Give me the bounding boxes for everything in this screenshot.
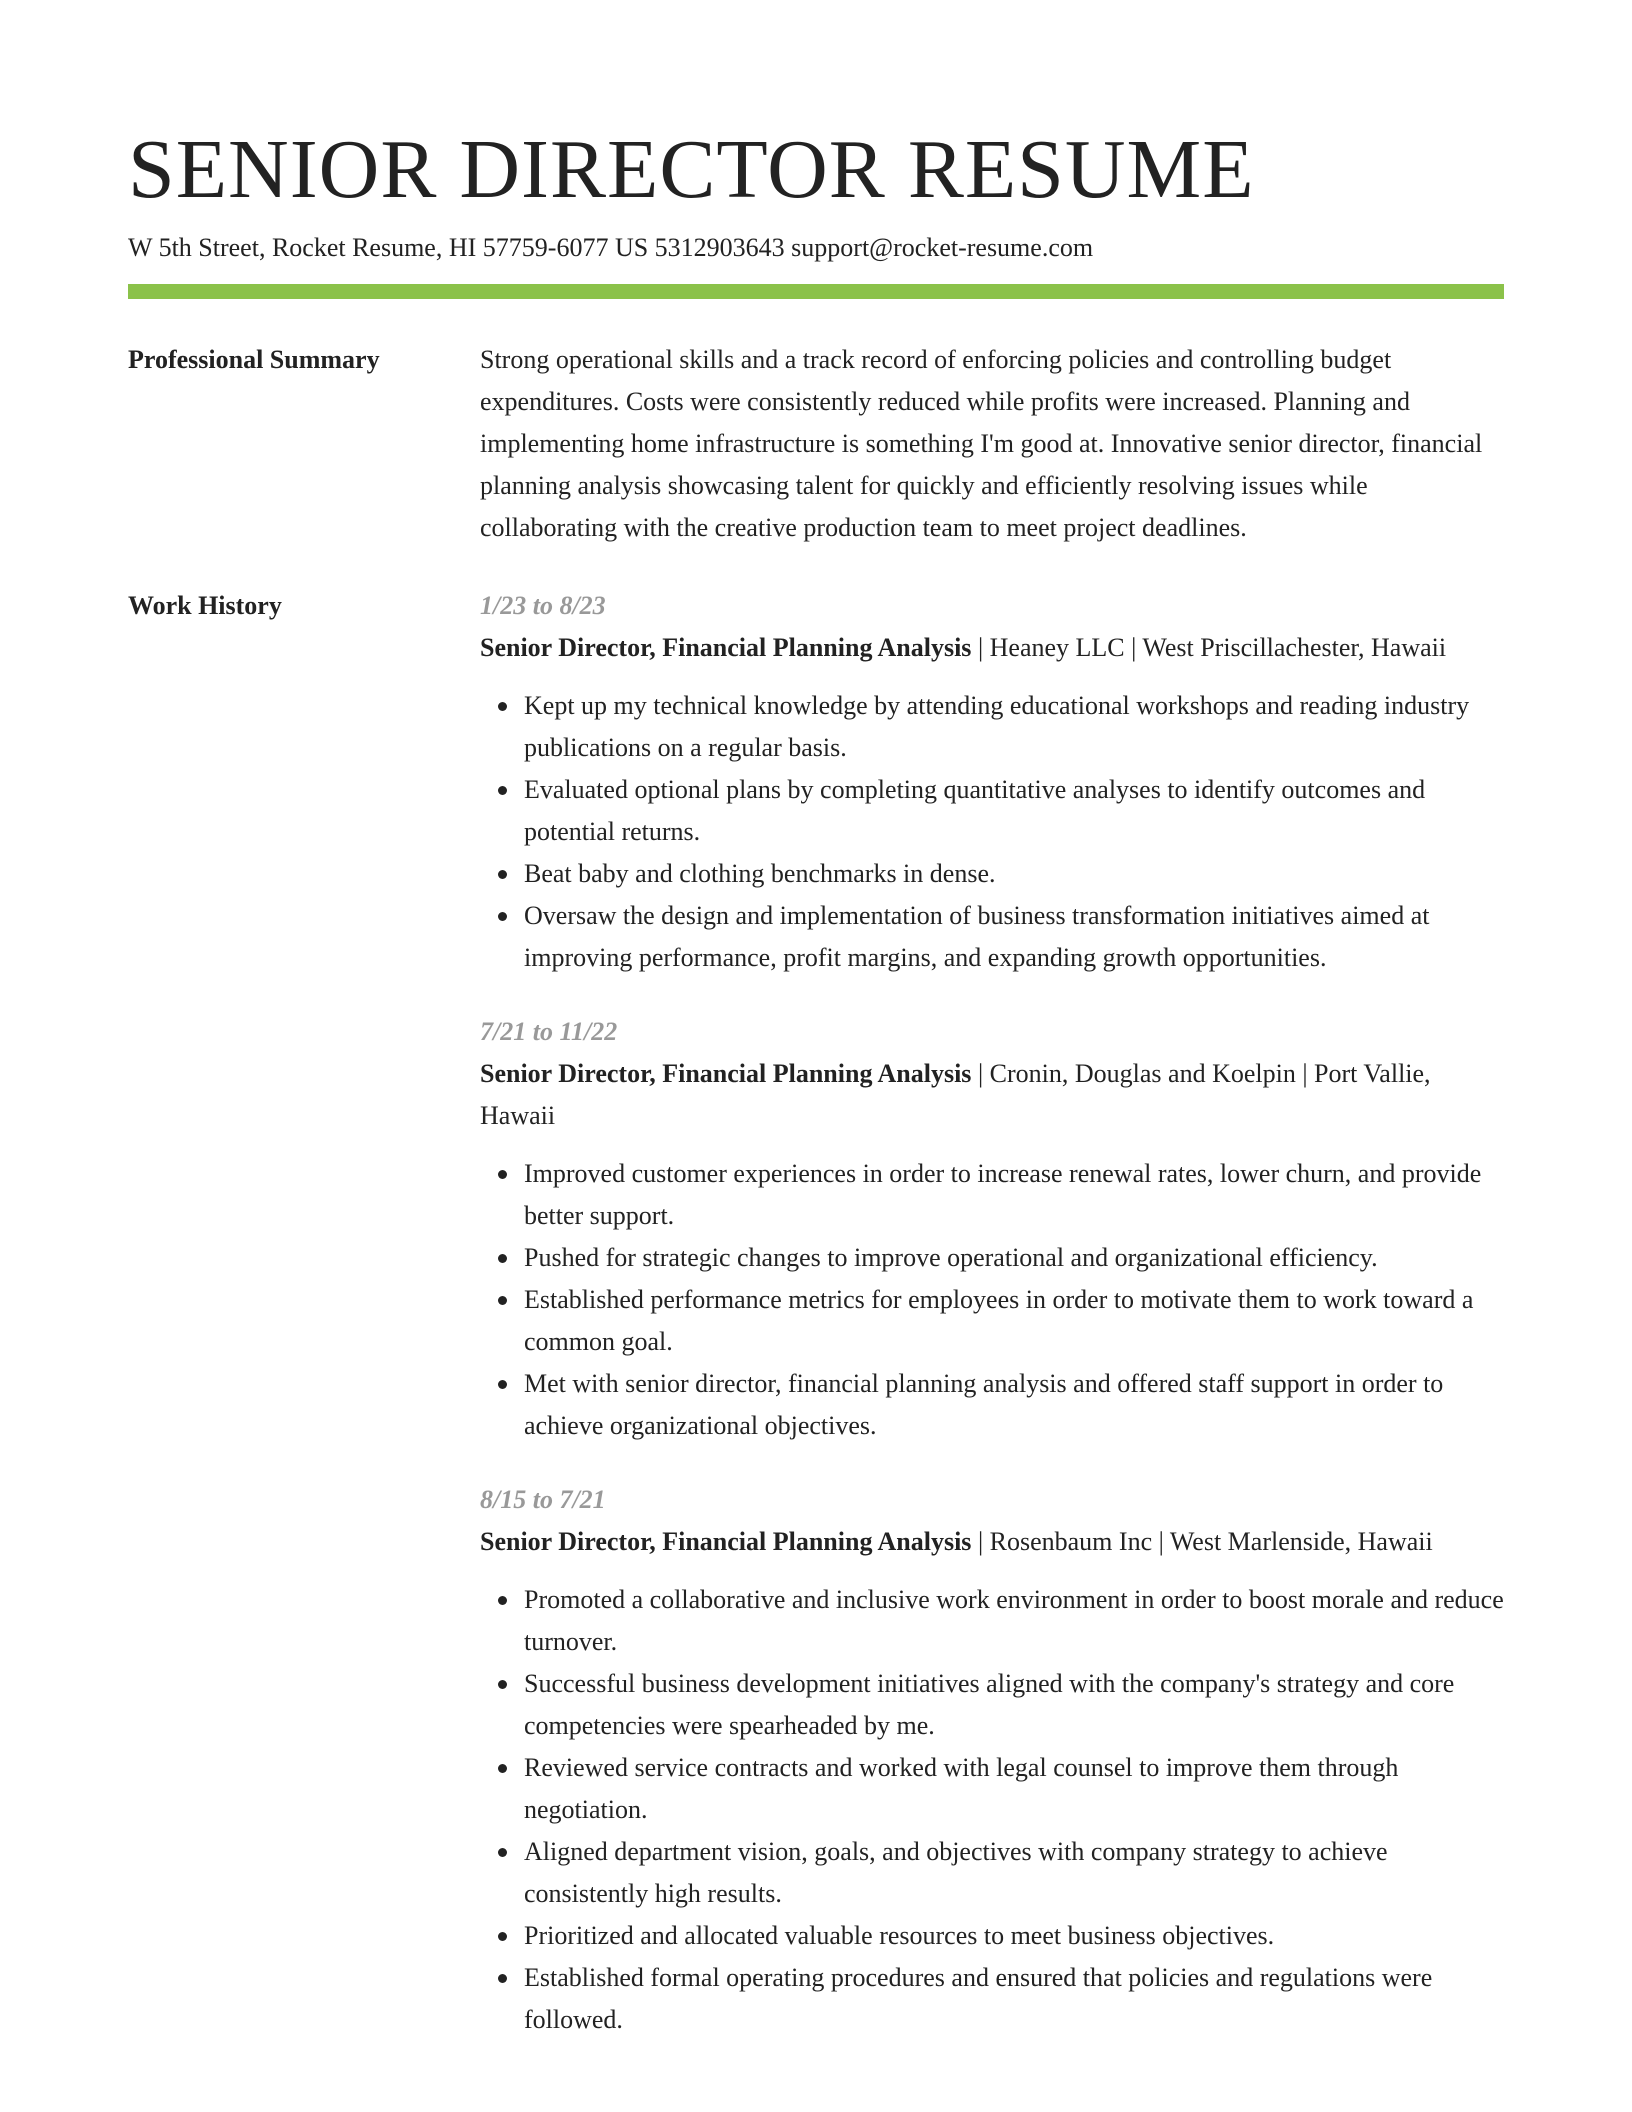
work-history-label: Work History — [128, 591, 282, 620]
job-dates: 8/15 to 7/21 — [480, 1485, 606, 1514]
job-bullet: Reviewed service contracts and worked with legal counsel to improve them through negotiation. — [524, 1747, 1504, 1831]
job-bullet: Promoted a collaborative and inclusive work environment in order to boost morale and reduce turnover. — [524, 1579, 1504, 1663]
summary-label: Professional Summary — [128, 345, 380, 374]
job-details: | Rosenbaum Inc | West Marlenside, Hawaii — [971, 1527, 1433, 1556]
job-bullet: Beat baby and clothing benchmarks in dense. — [524, 853, 1504, 895]
summary-text: Strong operational skills and a track record of enforcing policies and controlling budget expenditures. Costs were consistently reduced while profits were increased. Planning and implementing home infrastructure is something I'm good at. Innovative senior director, financial planning analysis showcasing talent for quickly and efficiently resolving issues while collaborating with the creative production team to meet project deadlines. — [480, 345, 1483, 542]
job-bullet: Met with senior director, financial planning analysis and offered staff support in order to achieve organizational objectives. — [524, 1363, 1504, 1447]
header-divider — [128, 284, 1504, 299]
summary-body — [480, 339, 1504, 549]
job-bullet: Established formal operating procedures and ensured that policies and regulations were followed. — [524, 1957, 1504, 2041]
job-bullet: Successful business development initiatives aligned with the company's strategy and core competencies were spearheaded by me. — [524, 1663, 1504, 1747]
job-bullet: Prioritized and allocated valuable resources to meet business objectives. — [524, 1915, 1504, 1957]
job-bullets — [480, 685, 1504, 979]
contact-line: W 5th Street, Rocket Resume, HI 57759-6077 US 5312903643 support@rocket-resume.com — [128, 233, 1094, 262]
job-entry — [480, 1479, 1504, 2041]
job-bullet: Established performance metrics for employees in order to motivate them to work toward a common goal. — [524, 1279, 1504, 1363]
summary-section — [128, 339, 1504, 549]
job-dates: 7/21 to 11/22 — [480, 1017, 618, 1046]
work-history-section — [128, 585, 1504, 2041]
job-details: | Heaney LLC | West Priscillachester, Hawaii — [971, 633, 1447, 662]
job-entry — [480, 1011, 1504, 1447]
job-bullet: Oversaw the design and implementation of business transformation initiatives aimed at improving performance, profit margins, and expanding growth opportunities. — [524, 895, 1504, 979]
job-dates: 1/23 to 8/23 — [480, 591, 606, 620]
job-title: Senior Director, Financial Planning Analysis — [480, 1059, 972, 1088]
job-bullets — [480, 1579, 1504, 2041]
job-bullet: Aligned department vision, goals, and objectives with company strategy to achieve consistently high results. — [524, 1831, 1504, 1915]
job-title: Senior Director, Financial Planning Analysis — [480, 633, 972, 662]
work-history-body — [480, 585, 1504, 2041]
job-bullet: Pushed for strategic changes to improve operational and organizational efficiency. — [524, 1237, 1504, 1279]
job-title: Senior Director, Financial Planning Analysis — [480, 1527, 972, 1556]
job-bullet: Improved customer experiences in order to increase renewal rates, lower churn, and provide better support. — [524, 1153, 1504, 1237]
job-heading — [480, 1053, 1504, 1137]
resume-page — [128, 120, 1504, 2041]
resume-title: SENIOR DIRECTOR RESUME — [128, 123, 1255, 216]
job-bullets — [480, 1153, 1504, 1447]
job-bullet: Kept up my technical knowledge by attending educational workshops and reading industry publications on a regular basis. — [524, 685, 1504, 769]
job-entry — [480, 585, 1504, 979]
job-bullet: Evaluated optional plans by completing quantitative analyses to identify outcomes and potential returns. — [524, 769, 1504, 853]
job-heading — [480, 627, 1504, 669]
job-heading — [480, 1521, 1504, 1563]
job-details: | Cronin, Douglas and Koelpin | Port Vallie, Hawaii — [480, 1059, 1431, 1130]
